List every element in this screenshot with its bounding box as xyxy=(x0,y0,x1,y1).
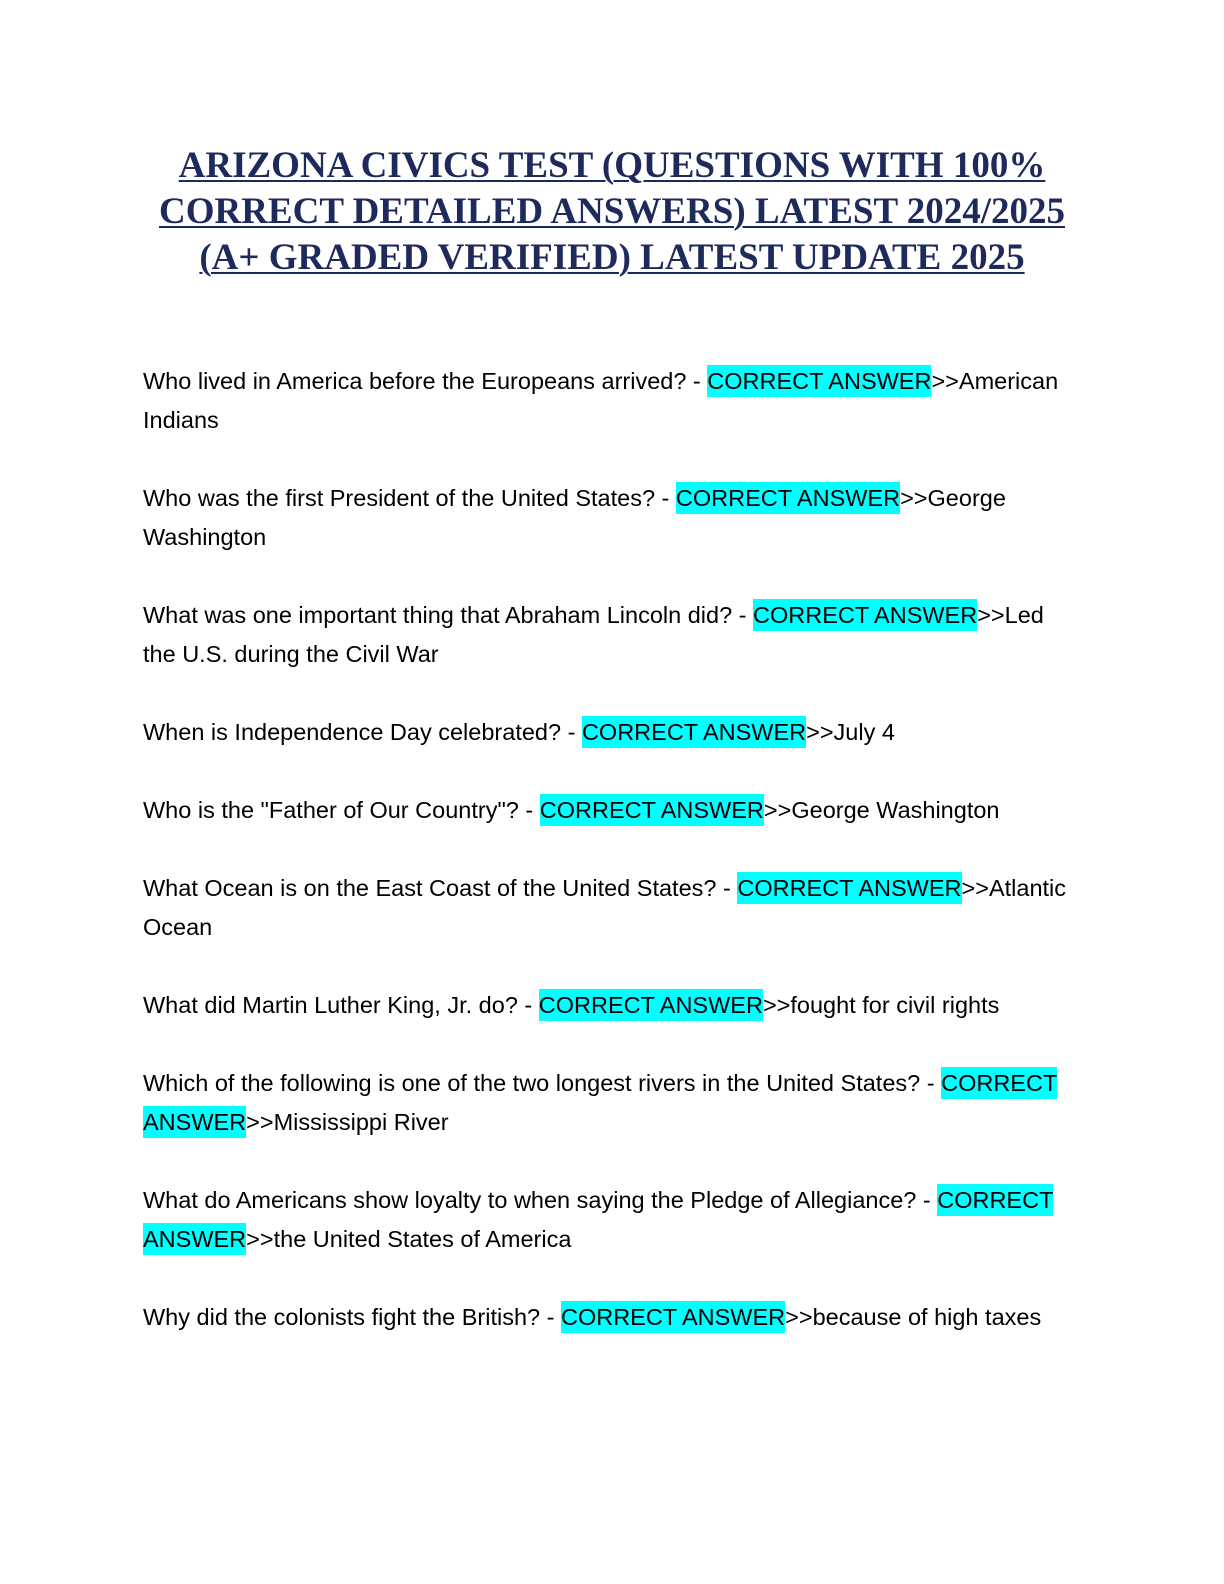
answer-text: >>July 4 xyxy=(806,719,895,745)
document-title: ARIZONA CIVICS TEST (QUESTIONS WITH 100% CORRECT DETAILED ANSWERS) LATEST 2024/2025 (A+ GRADED VERIFIED) LATEST UPDATE 2025 xyxy=(158,145,1066,278)
answer-text: >>fought for civil rights xyxy=(762,992,1000,1018)
answer-text: >>George Washington xyxy=(763,797,1000,823)
qa-item-7 xyxy=(143,986,1073,1025)
qa-item-8 xyxy=(143,1064,1073,1142)
qa-item-5 xyxy=(143,791,1073,830)
correct-answer-marker: CORRECT ANSWER xyxy=(143,1067,1057,1138)
qa-item-1 xyxy=(143,362,1073,440)
answer-text: >>the United States of America xyxy=(246,1226,572,1252)
correct-answer-marker: CORRECT ANSWER xyxy=(737,872,961,904)
correct-answer-marker: CORRECT ANSWER xyxy=(540,794,764,826)
answer-text: >>Atlantic Ocean xyxy=(143,875,1067,940)
question-text: Who lived in America before the Europeans arrived? - xyxy=(143,368,708,394)
correct-answer-marker: CORRECT ANSWER xyxy=(561,1301,785,1333)
question-text: What do Americans show loyalty to when saying the Pledge of Allegiance? - xyxy=(143,1187,938,1213)
correct-answer-marker: CORRECT ANSWER xyxy=(676,482,900,514)
qa-item-6 xyxy=(143,869,1073,947)
qa-item-10 xyxy=(143,1298,1073,1337)
correct-answer-marker: CORRECT ANSWER xyxy=(582,716,806,748)
question-text: When is Independence Day celebrated? - xyxy=(143,719,582,745)
correct-answer-marker: CORRECT ANSWER xyxy=(707,365,931,397)
question-text: What did Martin Luther King, Jr. do? - xyxy=(143,992,539,1018)
correct-answer-marker: CORRECT ANSWER xyxy=(539,989,763,1021)
qa-item-3 xyxy=(143,596,1073,674)
qa-list xyxy=(143,362,1073,1376)
question-text: Why did the colonists fight the British? - xyxy=(143,1304,561,1330)
answer-text: >>because of high taxes xyxy=(785,1304,1042,1330)
correct-answer-marker: CORRECT ANSWER xyxy=(143,1184,1053,1255)
qa-item-4 xyxy=(143,713,1073,752)
question-text: Which of the following is one of the two longest rivers in the United States? - xyxy=(143,1070,942,1096)
correct-answer-marker: CORRECT ANSWER xyxy=(753,599,977,631)
question-text: What was one important thing that Abraham Lincoln did? - xyxy=(143,602,754,628)
question-text: Who is the "Father of Our Country"? - xyxy=(143,797,540,823)
qa-item-2 xyxy=(143,479,1073,557)
answer-text: >>George Washington xyxy=(143,485,1006,550)
qa-item-9 xyxy=(143,1181,1073,1259)
question-text: Who was the first President of the United States? - xyxy=(143,485,676,511)
answer-text: >>Mississippi River xyxy=(246,1109,449,1135)
answer-text: >>American Indians xyxy=(143,368,1059,433)
question-text: What Ocean is on the East Coast of the United States? - xyxy=(143,875,738,901)
answer-text: >>Led the U.S. during the Civil War xyxy=(143,602,1044,667)
